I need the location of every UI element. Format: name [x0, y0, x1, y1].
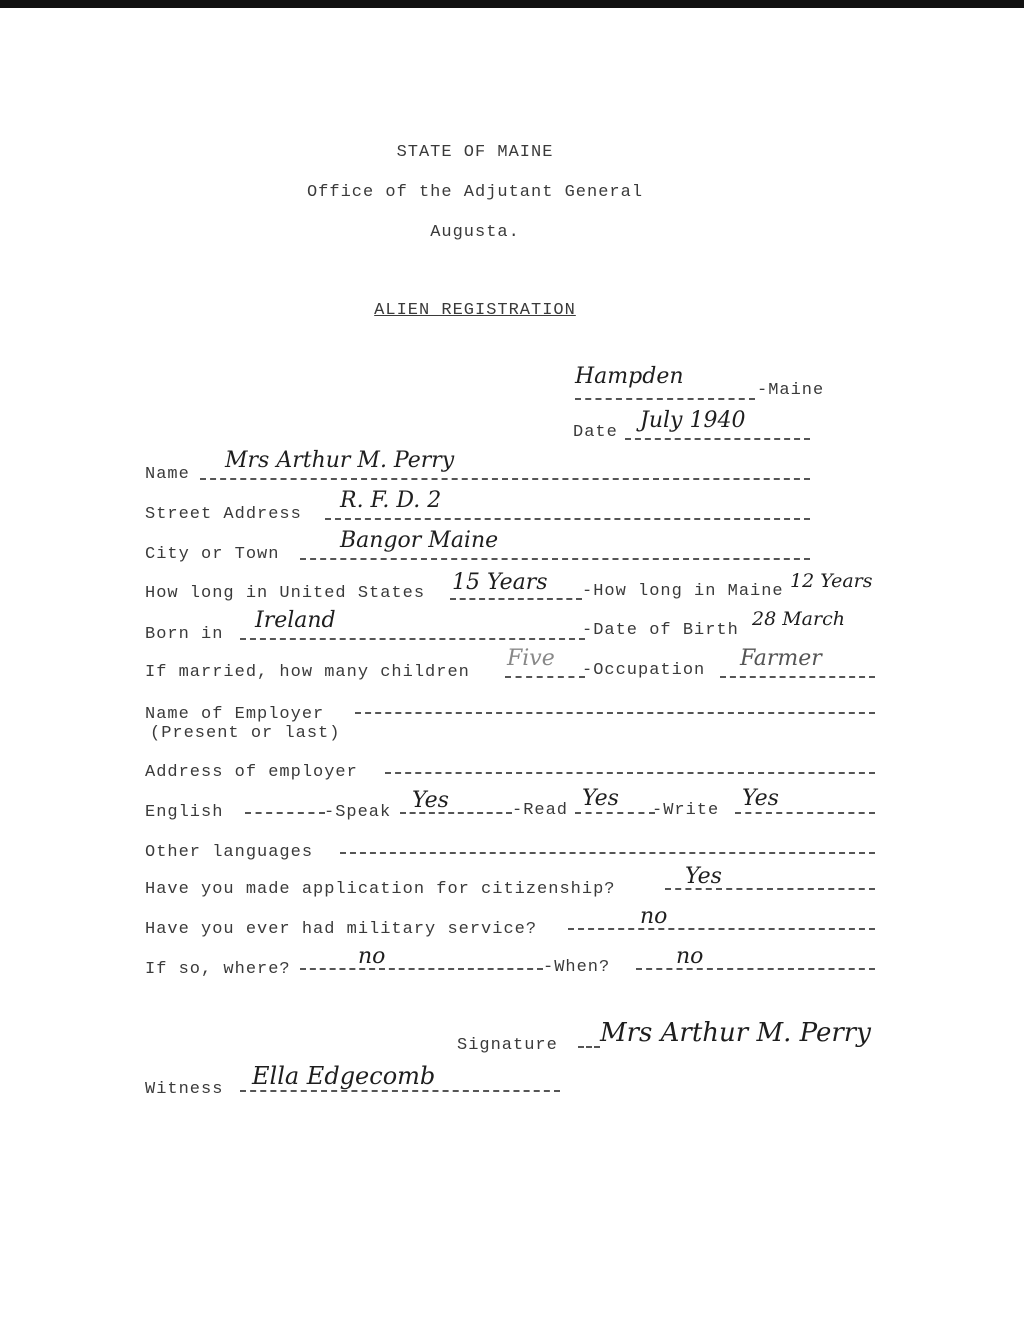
born-in-entry: Ireland: [255, 608, 336, 633]
signature-label: Signature: [457, 1036, 558, 1055]
witness-label: Witness: [145, 1080, 224, 1099]
name-dashes: [200, 478, 810, 480]
header-city: Augusta.: [430, 223, 520, 242]
city-town-label: City or Town: [145, 545, 280, 564]
when-entry: no: [676, 944, 704, 969]
read-entry: Yes: [582, 786, 619, 811]
where-entry: no: [358, 944, 386, 969]
occupation-dashes: [720, 676, 875, 678]
town-entry: Hampden: [575, 364, 684, 389]
military-entry: no: [640, 904, 668, 929]
employer-dashes: [355, 712, 875, 714]
date-of-birth-label: -Date of Birth: [582, 621, 739, 640]
witness-entry: Ella Edgecomb: [252, 1062, 436, 1090]
children-entry: Five: [507, 646, 555, 671]
write-entry: Yes: [742, 786, 779, 811]
when-dashes: [636, 968, 875, 970]
scan-top-border: [0, 0, 1024, 8]
married-children-label: If married, how many children: [145, 663, 470, 682]
speak-dashes: [400, 812, 512, 814]
employer-address-label: Address of employer: [145, 763, 358, 782]
how-long-us-label: How long in United States: [145, 584, 426, 603]
speak-entry: Yes: [412, 788, 449, 813]
where-label: If so, where?: [145, 960, 291, 979]
speak-label: -Speak: [324, 803, 392, 822]
witness-dashes: [240, 1090, 560, 1092]
write-label: -Write: [652, 801, 720, 820]
date-entry: July 1940: [640, 408, 746, 433]
street-entry: R. F. D. 2: [340, 488, 442, 513]
citizenship-entry: Yes: [685, 864, 722, 889]
years-maine-entry: 12 Years: [790, 570, 873, 592]
header-office: Office of the Adjutant General: [306, 183, 644, 202]
english-dashes: [245, 812, 325, 814]
town-dashes: [575, 398, 755, 400]
date-label: Date: [573, 423, 618, 442]
city-town-dashes: [300, 558, 810, 560]
city-town-entry: Bangor Maine: [340, 528, 499, 553]
born-in-dashes: [240, 638, 585, 640]
maine-label: -Maine: [757, 381, 825, 400]
name-entry: Mrs Arthur M. Perry: [225, 448, 455, 473]
other-languages-label: Other languages: [145, 843, 314, 862]
read-dashes: [575, 812, 655, 814]
years-us-dashes: [450, 598, 582, 600]
street-label: Street Address: [145, 505, 302, 524]
street-dashes: [325, 518, 810, 520]
born-in-label: Born in: [145, 625, 224, 644]
english-label: English: [145, 803, 224, 822]
signature-entry: Mrs Arthur M. Perry: [600, 1018, 871, 1048]
employer-address-dashes: [385, 772, 875, 774]
when-label: -When?: [543, 958, 611, 977]
form-title: ALIEN REGISTRATION: [374, 301, 576, 320]
date-of-birth-entry: 28 March: [752, 608, 845, 630]
where-dashes: [300, 968, 543, 970]
military-dashes: [568, 928, 875, 930]
children-dashes: [505, 676, 585, 678]
military-label: Have you ever had military service?: [145, 920, 538, 939]
header-state: STATE OF MAINE: [396, 143, 554, 162]
citizenship-dashes: [665, 888, 875, 890]
employer-note: (Present or last): [150, 724, 341, 743]
occupation-entry: Farmer: [740, 646, 822, 671]
read-label: -Read: [512, 801, 569, 820]
years-us-entry: 15 Years: [452, 570, 548, 595]
how-long-maine-label: -How long in Maine: [582, 582, 784, 601]
write-dashes: [735, 812, 875, 814]
name-label: Name: [145, 465, 190, 484]
employer-label: Name of Employer: [145, 705, 325, 724]
date-dashes: [625, 438, 810, 440]
other-languages-dashes: [340, 852, 875, 854]
occupation-label: -Occupation: [582, 661, 706, 680]
citizenship-label: Have you made application for citizenship?: [145, 880, 616, 899]
signature-lead-dashes: [578, 1046, 600, 1048]
